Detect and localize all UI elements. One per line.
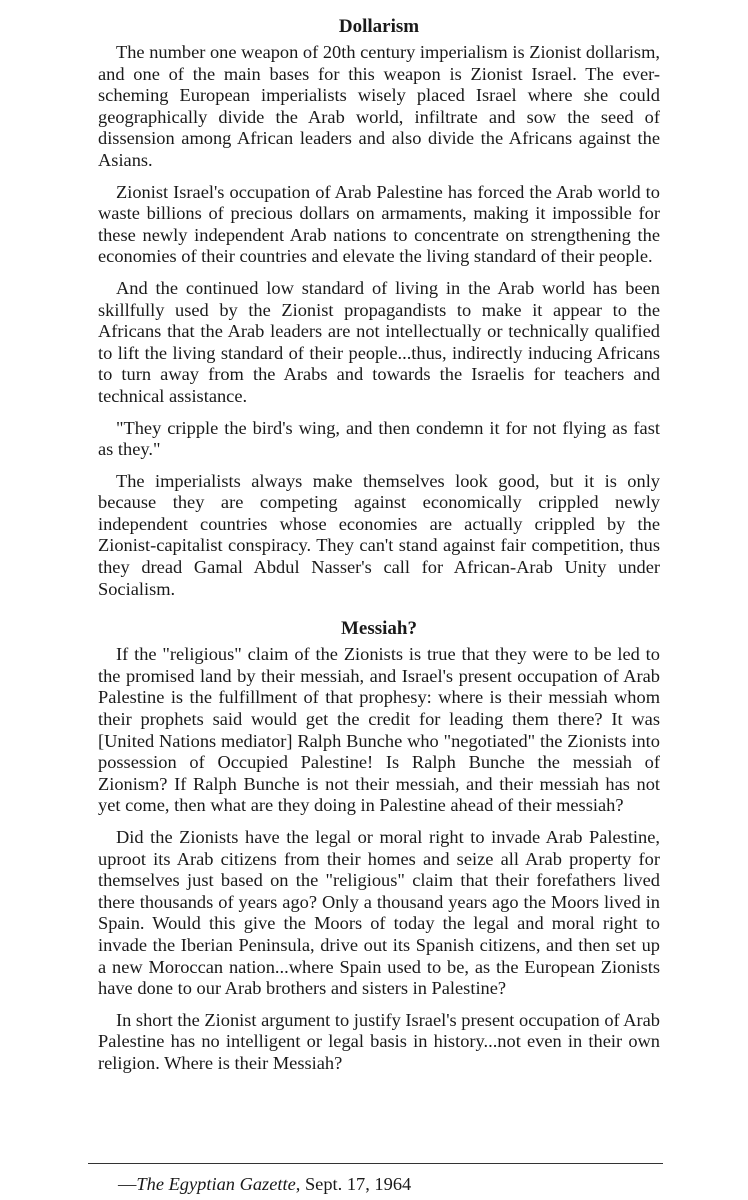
paragraph: The number one weapon of 20th century imperialism is Zionist dollarism, and one of the main bases for this weapon is Zionist Israel. The ever-scheming European imperialists wisely placed Israel where she could geographically divide the Arab world, infiltrate and sow the seed of dissension among African leaders and also divide the Africans against the Asians.: [98, 42, 660, 170]
paragraph: The imperialists always make themselves look good, but it is only because they are competing against economically crippled newly independent countries whose economies are actually crippled by the Zionist-capitalist conspiracy. They can't stand against fair competition, thus they dread Gamal Abdul Nasser's call for African-Arab Unity under Socialism.: [98, 470, 660, 599]
paragraph-quote: "They cripple the bird's wing, and then condemn it for not flying as fast as they.": [98, 417, 660, 460]
section-heading-messiah: Messiah?: [341, 618, 417, 640]
citation-dash: —: [118, 1174, 137, 1194]
paragraph: Did the Zionists have the legal or moral right to invade Arab Palestine, uproot its Arab citizens from their homes and seize all Arab property for themselves just based on the "religious" claim that their forefathers lived there thousands of years ago? Only a thousand years ago the Moors lived in Spain. Would this give the Moors of today the legal and moral right to invade the Iberian Peninsula, drive out its Spanish citizens, and then set up a new Moroccan nation...where Spain used to be, as the European Zionists have done to our Arab brothers and sisters in Palestine?: [98, 827, 660, 999]
article: [98, 14, 660, 1085]
citation-date: , Sept. 17, 1964: [295, 1174, 412, 1194]
citation-source: The Egyptian Gazette: [136, 1174, 296, 1194]
section-heading-dollarism: Dollarism: [338, 16, 420, 37]
paragraph: If the "religious" claim of the Zionists is true that they were to be led to the promised land by their messiah, and Israel's present occupation of Arab Palestine is the fulfillment of that prophesy: where is their messiah whom their prophets said would get the credit for leading them there? It was [United Nations mediator] Ralph Bunche who "negotiated" the Zionists into possession of Occupied Palestine! Is Ralph Bunche the messiah of Zionism? If Ralph Bunche is not their messiah, and their messiah has not yet come, then what are they doing in Palestine ahead of their messiah?: [98, 644, 660, 816]
citation: [118, 1172, 411, 1196]
paragraph: In short the Zionist argument to justify Israel's present occupation of Arab Palestine has no intelligent or legal basis in history...not even in their own religion. Where is their Messiah?: [98, 1009, 660, 1073]
divider-rule: [88, 1163, 663, 1164]
paragraph: Zionist Israel's occupation of Arab Palestine has forced the Arab world to waste billions of precious dollars on armaments, making it impossible for these newly independent Arab nations to concentrate on strengthening the economies of their countries and elevate the living standard of their people.: [98, 181, 660, 267]
paragraph: And the continued low standard of living in the Arab world has been skillfully used by the Zionist propagandists to make it appear to the Africans that the Arab leaders are not intellectually or technically qualified to lift the living standard of their people...thus, indirectly inducing Africans to turn away from the Arabs and towards the Israelis for teachers and technical assistance.: [98, 277, 660, 406]
